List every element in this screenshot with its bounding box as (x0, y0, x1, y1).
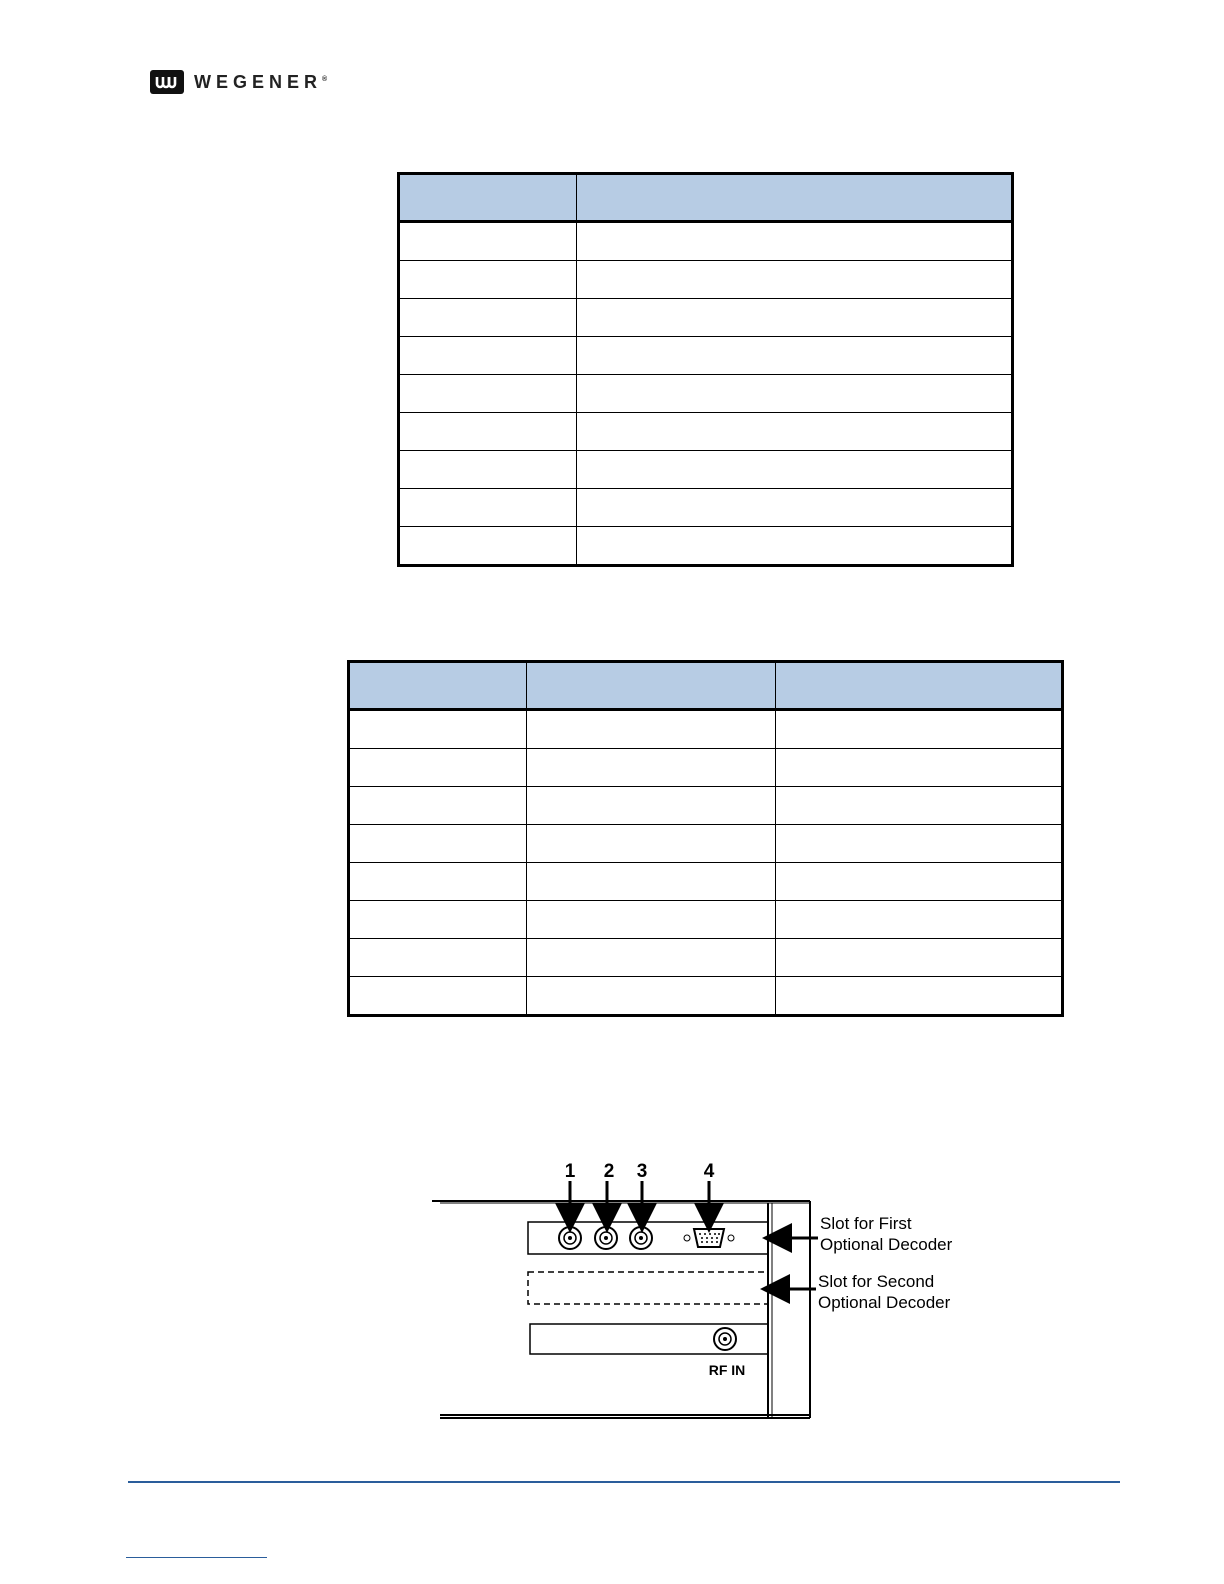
brand-name: WEGENER® (194, 71, 328, 92)
rf-in-label: RF IN (708, 1362, 746, 1378)
table-row (349, 901, 1063, 939)
table-row (399, 337, 1013, 375)
table-row (349, 710, 1063, 749)
footer-link-underline[interactable] (126, 1557, 267, 1558)
rf-in-connector (714, 1328, 736, 1350)
callout-2: 2 (603, 1161, 615, 1182)
slot-first-label-line2: Optional Decoder (820, 1235, 953, 1254)
chassis-outline (432, 1201, 810, 1418)
table-header-cell (399, 174, 577, 222)
table-row (349, 825, 1063, 863)
spec-table-2 (347, 660, 1064, 1017)
table-row (399, 489, 1013, 527)
table-row (399, 527, 1013, 566)
table-header-cell (527, 662, 776, 710)
table-row (349, 863, 1063, 901)
slot-second-label-line1: Slot for Second (818, 1272, 935, 1291)
table-row (349, 939, 1063, 977)
table-row (349, 977, 1063, 1016)
spec-table-1 (397, 172, 1014, 567)
table-row (349, 787, 1063, 825)
table-header-row (349, 662, 1063, 710)
wegener-logo-icon (150, 70, 184, 94)
second-decoder-slot (528, 1272, 768, 1304)
wegener-logo (150, 70, 327, 94)
table-row (399, 451, 1013, 489)
callout-4: 4 (703, 1161, 715, 1182)
slot-second-label-line2: Optional Decoder (818, 1293, 951, 1312)
table-row (399, 375, 1013, 413)
bnc-connector-2 (595, 1227, 617, 1249)
bnc-connector-1 (559, 1227, 581, 1249)
table-row (399, 413, 1013, 451)
bnc-connector-3 (630, 1227, 652, 1249)
callout-1: 1 (564, 1161, 576, 1182)
vga-connector (684, 1229, 734, 1247)
table-header-cell (349, 662, 527, 710)
slot-first-label-line1: Slot for First (820, 1214, 912, 1233)
table-header-row (399, 174, 1013, 222)
table-header-cell (776, 662, 1063, 710)
callout-3: 3 (636, 1161, 648, 1182)
rear-panel-diagram (400, 1150, 1000, 1430)
table-row (399, 261, 1013, 299)
table-row (349, 749, 1063, 787)
footer-rule (128, 1481, 1120, 1483)
rf-tuner-slot (530, 1324, 768, 1354)
table-row (399, 222, 1013, 261)
table-header-cell (577, 174, 1013, 222)
table-row (399, 299, 1013, 337)
